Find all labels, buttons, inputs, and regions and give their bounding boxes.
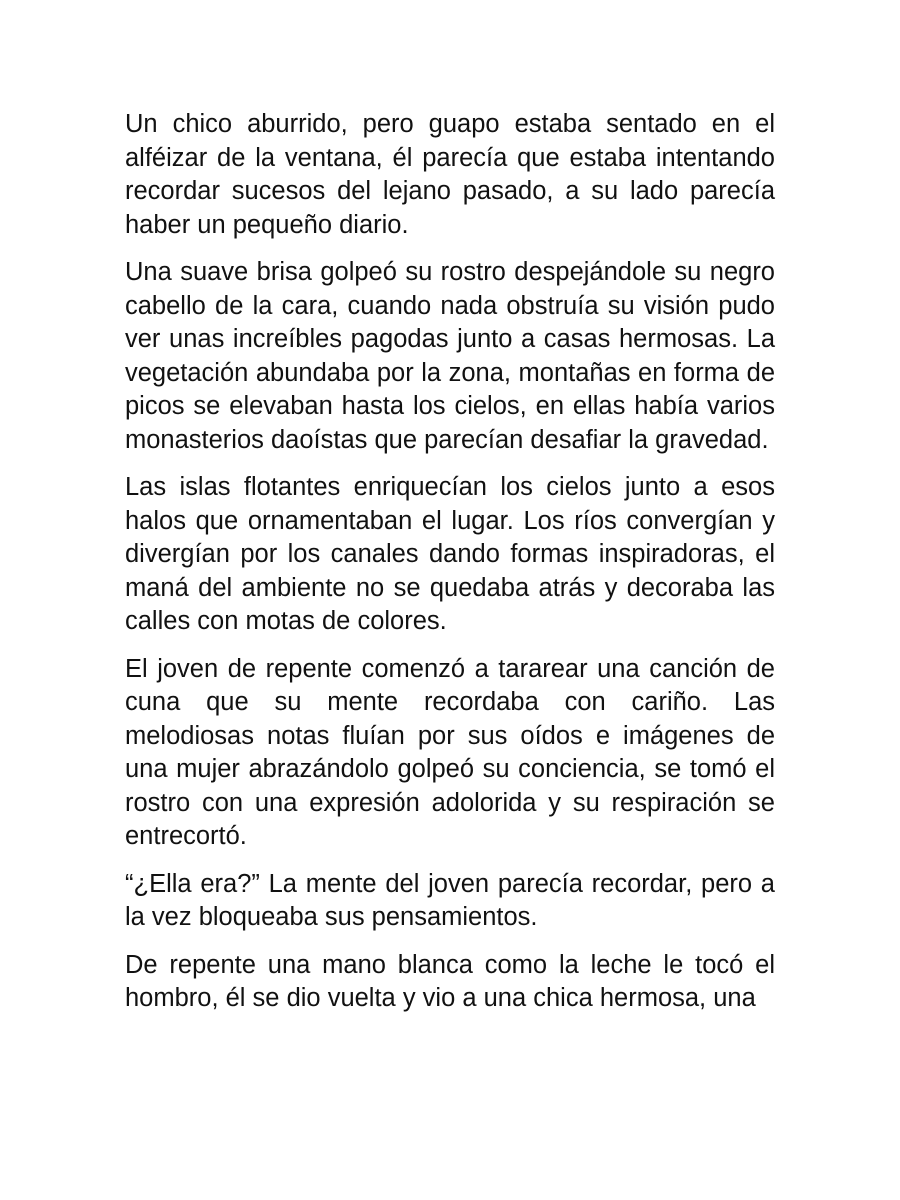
- paragraph-4: El joven de repente comenzó a tararear una canción de cuna que su mente recordaba con cariño. Las melodiosas notas fluían por sus oídos e imágenes de una mujer abrazándolo golpeó su conciencia, se tomó el rostro con una expresión adolorida y su respiración se entrecortó.: [125, 654, 775, 850]
- paragraph-6: De repente una mano blanca como la leche le tocó el hombro, él se dio vuelta y vio a una chica hermosa, una: [125, 950, 775, 1012]
- paragraph-5: “¿Ella era?” La mente del joven parecía recordar, pero a la vez bloqueaba sus pensamientos.: [125, 869, 775, 931]
- paragraph-2: Una suave brisa golpeó su rostro despejándole su negro cabello de la cara, cuando nada obstruía su visión pudo ver unas increíbles pagodas junto a casas hermosas. La vegetación abundaba por la zona, montañas en forma de picos se elevaban hasta los cielos, en ellas había varios monasterios daoístas que parecían desafiar la gravedad.: [125, 258, 775, 454]
- body-text: [125, 108, 775, 1030]
- paragraph-3: Las islas flotantes enriquecían los cielos junto a esos halos que ornamentaban el lugar. Los ríos convergían y divergían por los canales dando formas inspiradoras, el maná del ambiente no se quedaba atrás y decoraba las calles con motas de colores.: [125, 473, 775, 635]
- paragraph-1: Un chico aburrido, pero guapo estaba sentado en el alféizar de la ventana, él parecía que estaba intentando recordar sucesos del lejano pasado, a su lado parecía haber un pequeño diario.: [125, 110, 775, 239]
